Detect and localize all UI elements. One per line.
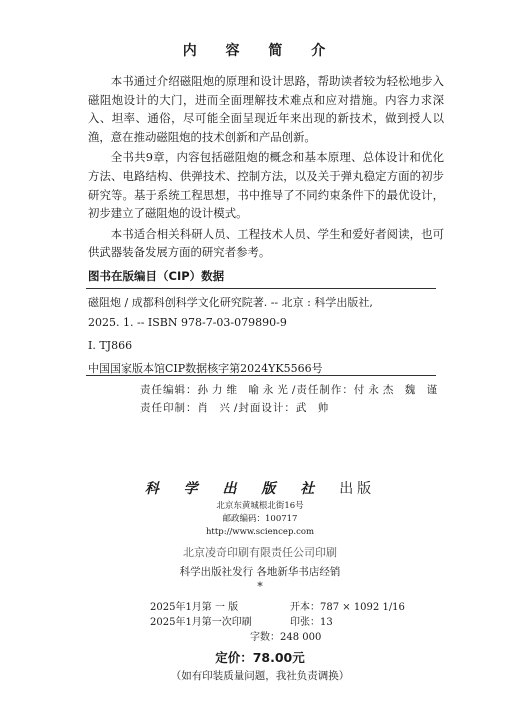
publisher-website: http://www.sciencep.com [205, 527, 315, 537]
printer-info: 北京凌奇印刷有限责任公司印刷 [183, 546, 337, 559]
credit-names-printing: 肖 兴 [197, 402, 234, 414]
price: 定价：78.00元 [215, 650, 305, 665]
credits-row-1 [140, 381, 460, 399]
cip-classification: Ⅰ. TJ866 [88, 339, 133, 352]
summary-paragraph-3: 本书适合相关科研人员、工程技术人员、学生和爱好者阅读，也可供武器装备发展方面的研究者参考。 [88, 226, 444, 260]
content-summary [88, 72, 444, 264]
publisher-logo [0, 478, 520, 498]
sheets-line: 印张：13 [290, 617, 333, 628]
summary-paragraph-1: 本书通过介绍磁阻炮的原理和设计思路，帮助读者较为轻松地步入磁阻炮设计的大门，进而全面理解技术难点和应对措施。内容力求深入、坦率、通俗，尽可能全面呈现近年来出现的新技术，做到授人以渔，意在推动磁阻炮的技术创新和产品创新。 [88, 74, 444, 144]
publisher-postcode: 邮政编码：100717 [222, 514, 298, 524]
cip-record-number: 中国国家版本馆CIP数据核字第2024YK5566号 [88, 362, 323, 375]
credit-role-production: /责任制作： [291, 384, 354, 396]
credit-role-cover: /封面设计： [233, 402, 296, 414]
cip-isbn-line: 2025. 1. -- ISBN 978-7-03-079890-9 [88, 316, 287, 329]
publisher-address: 北京东黄城根北街16号 [216, 501, 304, 511]
words-line: 字数：248 000 [250, 632, 322, 643]
printing-line: 2025年1月第一次印刷 [150, 617, 252, 628]
publisher-logo-suffix: 出版 [339, 481, 376, 497]
credit-names-production: 付永杰 魏 谨 [353, 384, 442, 396]
cip-title-line: 磁阻炮 / 成都科创科学文化研究院著. -- 北京 : 科学出版社, [88, 296, 373, 309]
quality-notice: （如有印装质量问题，我社负责调换） [170, 670, 350, 682]
credit-role-printing: 责任印制： [140, 402, 198, 414]
format-line: 开本：787 × 1092 1/16 [290, 602, 405, 613]
cip-top-rule [86, 288, 436, 289]
page-title: 内 容 简 介 [182, 43, 338, 59]
cip-data [88, 293, 436, 379]
edition-info [150, 600, 252, 630]
distribution-info: 科学出版社发行 各地新华书店经销 [179, 566, 341, 578]
format-info [250, 600, 405, 645]
cip-bottom-rule [86, 375, 436, 376]
credit-names-editor: 孙力维 喻永光 [197, 384, 292, 396]
summary-paragraph-2: 全书共9章，内容包括磁阻炮的概念和基本原理、总体设计和优化方法、电路结构、供弹技术、控制方法，以及关于弹丸稳定方面的初步研究等。基于系统工程思想，书中推导了不同约束条件下的最优设计，初步建立了磁阻炮的设计模式。 [88, 150, 444, 221]
cip-heading: 图书在版编目（CIP）数据 [88, 269, 225, 283]
editorial-credits [140, 381, 460, 417]
publisher-logo-mark: 科 学 出 版 社 [144, 481, 325, 497]
edition-line: 2025年1月第 一 版 [150, 602, 239, 613]
credit-role-editor: 责任编辑： [140, 384, 198, 396]
credit-names-cover: 武 帅 [295, 402, 333, 414]
credits-row-2 [140, 399, 460, 417]
separator-star: * [257, 580, 263, 593]
